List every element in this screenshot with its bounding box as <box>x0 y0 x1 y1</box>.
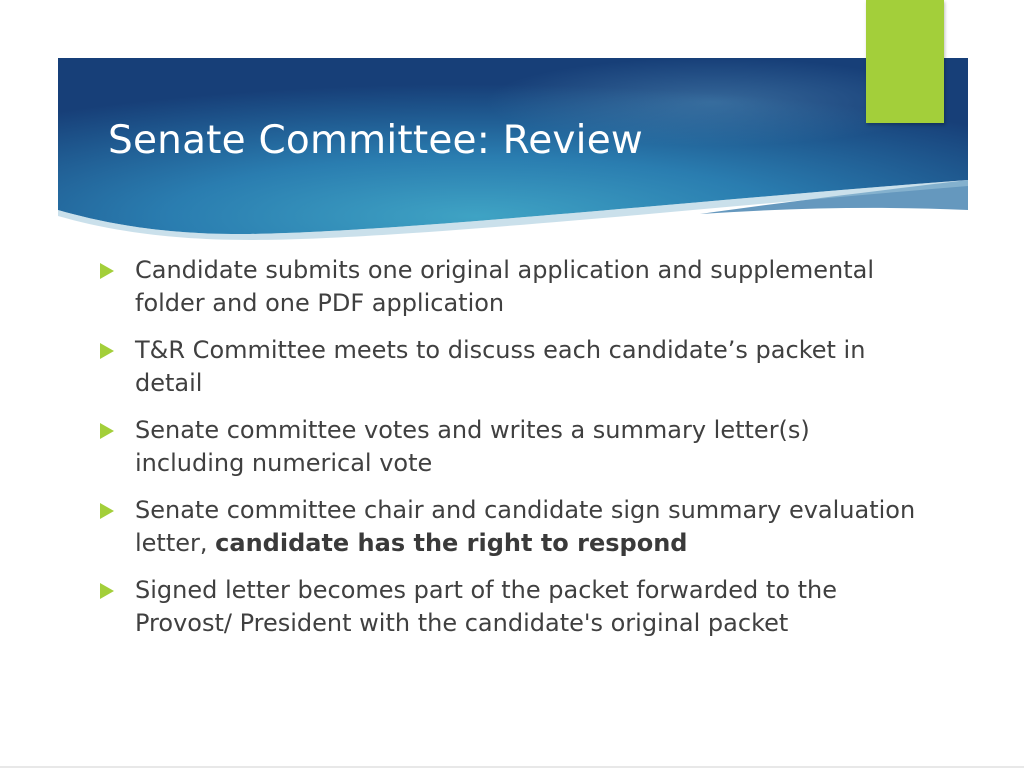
bullet-text: Senate committee votes and writes a summary letter(s) including numerical vote <box>135 416 810 477</box>
bullet-emphasis: candidate has the right to respond <box>215 529 688 557</box>
bullet-item <box>96 334 916 400</box>
bullet-item <box>96 254 916 320</box>
bullet-text: Candidate submits one original application and supplemental folder and one PDF application <box>135 256 875 317</box>
green-triangle-bullet-icon <box>100 583 114 599</box>
slide-title: Senate Committee: Review <box>108 118 644 163</box>
green-triangle-bullet-icon <box>100 503 114 519</box>
bullet-item <box>96 494 916 560</box>
bullet-list <box>96 254 916 654</box>
bullet-text: Senate committee chair and candidate sign summary evaluation letter, candidate has the right to respond <box>135 496 916 557</box>
green-accent-tab <box>866 0 944 123</box>
green-triangle-bullet-icon <box>100 423 114 439</box>
bullet-item <box>96 574 916 640</box>
green-triangle-bullet-icon <box>100 343 114 359</box>
bullet-text: T&R Committee meets to discuss each candidate’s packet in detail <box>135 336 866 397</box>
green-triangle-bullet-icon <box>100 263 114 279</box>
bullet-text: Signed letter becomes part of the packet forwarded to the Provost/ President with the candidate's original packet <box>135 576 838 637</box>
bullet-item <box>96 414 916 480</box>
